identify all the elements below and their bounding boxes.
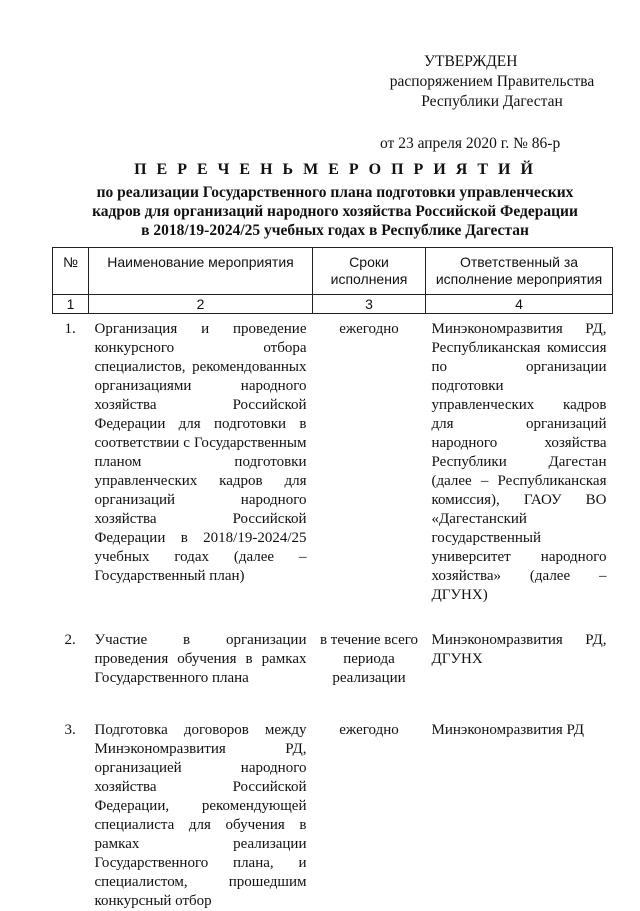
row-term: в течение всего периода реализации	[319, 632, 419, 686]
table-row	[53, 713, 613, 911]
table-row	[53, 314, 613, 606]
table-row	[53, 605, 613, 713]
column-number: 1	[53, 295, 89, 314]
title-line-3: в 2018/19-2024/25 учебных годах в Республике Дагестан	[141, 222, 529, 239]
table-header-row	[53, 248, 613, 295]
row-name: Подготовка договоров между Минэкономразвития РД, организацией народного хозяйства Российской Федерации, рекомендующей специалиста для обучения в рамках реализации Государственного плана, и специалистом, прошедшим конкурсный отбор	[94, 722, 307, 909]
title-line-2: кадров для организаций народного хозяйства Российской Федерации	[92, 203, 578, 220]
column-number: 2	[89, 295, 313, 314]
approval-line-3: Республики Дагестан	[421, 93, 563, 110]
header-term: Сроки исполнения	[313, 248, 426, 295]
header-name: Наименование мероприятия	[89, 248, 313, 295]
row-responsible: Минэкономразвития РД	[431, 722, 584, 738]
header-responsible: Ответственный за исполнение мероприятия	[426, 248, 613, 295]
approval-line-2: распоряжением Правительства	[389, 73, 595, 90]
title-line-1: по реализации Государственного плана подготовки управленческих	[96, 184, 574, 201]
row-responsible: Минэкономразвития РД, ДГУНХ	[431, 632, 607, 667]
row-name: Участие в организации проведения обучения в рамках Государственного плана	[94, 632, 307, 686]
row-term: ежегодно	[339, 321, 399, 337]
column-number: 4	[426, 295, 613, 314]
approval-line-1: УТВЕРЖДЕН	[424, 53, 518, 70]
document-title	[90, 160, 580, 240]
row-number: 1.	[64, 321, 76, 337]
column-number: 3	[313, 295, 426, 314]
title-heading: П Е Р Е Ч Е Н Ь М Е Р О П Р И Я Т И Й	[134, 161, 536, 178]
measures-table	[52, 247, 613, 911]
table-column-numbers-row	[53, 295, 613, 314]
row-term: ежегодно	[339, 722, 399, 738]
header-number: №	[53, 248, 89, 295]
row-number: 3.	[64, 722, 76, 738]
row-responsible: Минэкономразвития РД, Республиканская комиссия по организации подготовки управленческих кадров для организаций народного хозяйства Республики Дагестан (далее – Республиканская комиссия), ГАОУ ВО «Дагестанский государственный университет народного хозяйства» (далее – ДГУНХ)	[431, 321, 607, 603]
approval-date: от 23 апреля 2020 г. № 86-р	[380, 135, 561, 152]
row-number: 2.	[64, 632, 76, 648]
approval-stamp	[372, 52, 612, 154]
row-name: Организация и проведение конкурсного отбора специалистов, рекомендованных организациями народного хозяйства Российской Федерации для подготовки в соответствии с Государственным планом подготовки управленческих кадров для организаций народного хозяйства Российской Федерации в 2018/19-2024/25 учебных годах (далее – Государственный план)	[94, 321, 307, 584]
